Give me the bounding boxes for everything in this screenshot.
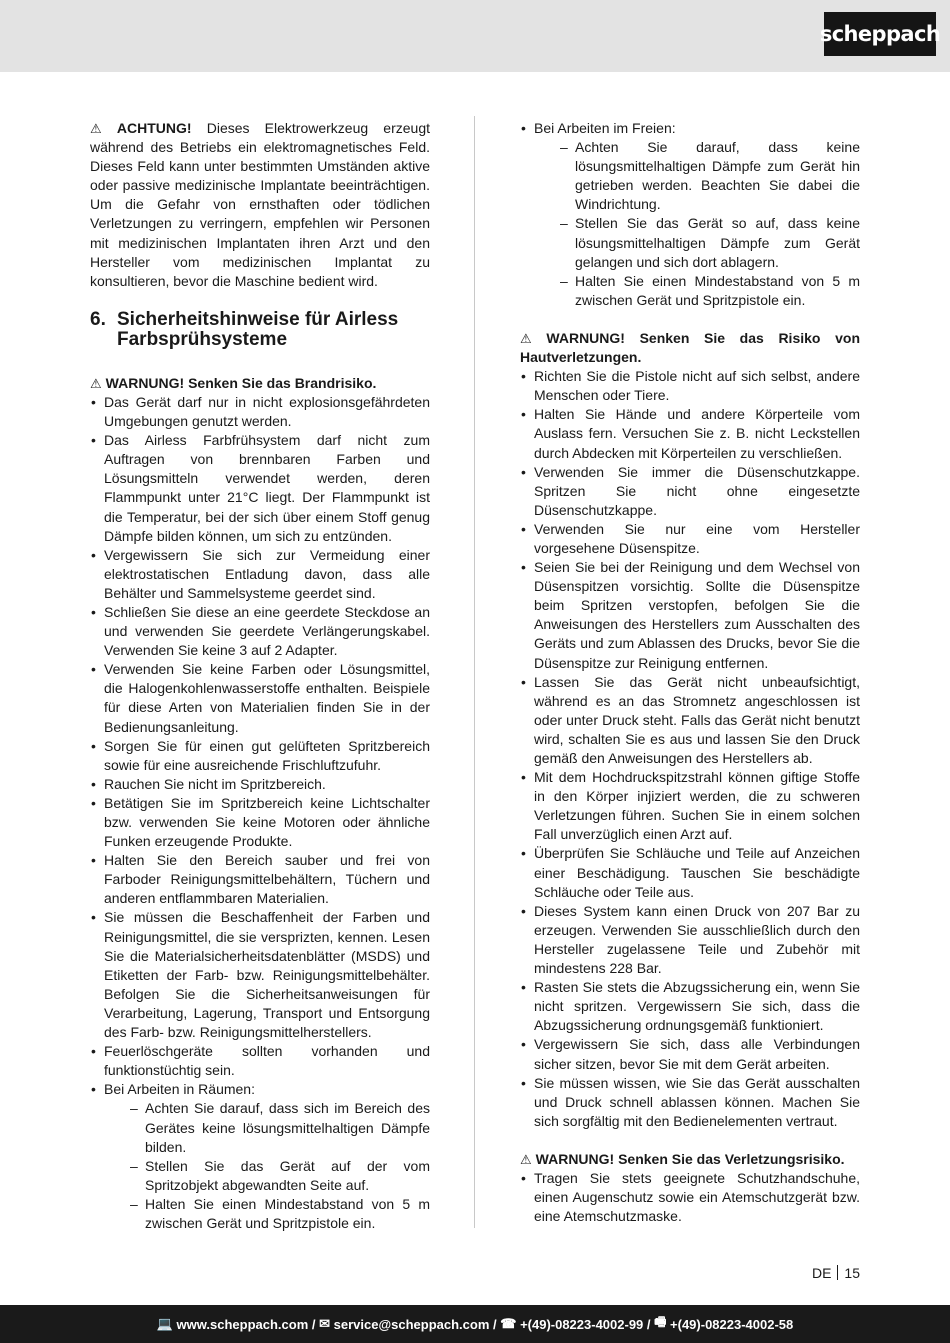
- list-item: • Bei Arbeiten in Räumen: – Achten Sie darauf, dass sich im Bereich des Gerätes keine lösungsmittelhaltigen Dämpfe bilden. – Stellen Sie das Gerät auf der vom Spritzobjekt abgewandten Seite auf. – Halten Sie einen Mindestabstand von 5 m zwischen Gerät und Spritzpistole ein.: [90, 1080, 430, 1233]
- fax-icon: 🖷: [654, 1314, 671, 1329]
- section-heading: [90, 310, 430, 350]
- phone-icon: ☎: [500, 1316, 521, 1331]
- computer-icon: 💻: [156, 1316, 177, 1331]
- list-item: • Sorgen Sie für einen gut gelüfteten Spritzbereich sowie für eine ausreichende Frischluftzufuhr.: [90, 737, 430, 775]
- list-item: • Betätigen Sie im Spritzbereich keine Lichtschalter bzw. verwenden Sie keine Motoren oder ähnliche Funken erzeugende Produkte.: [90, 794, 430, 851]
- sub-list-item: – Halten Sie einen Mindestabstand von 5 m zwischen Gerät und Spritzpistole ein.: [534, 272, 860, 310]
- list-item: • Verwenden Sie keine Farben oder Lösungsmittel, die Halogenkohlenwasserstoffe enthalten. Beispiele für diese Arten von Materialien finden Sie in der Bedienungsanleitung.: [90, 660, 430, 736]
- warning-icon: ⚠: [90, 375, 102, 391]
- footer-bar: 💻 www.scheppach.com / ✉ service@scheppach.com / ☎ +(49)-08223-4002-99 / 🖷 +(49)-08223-4002-58: [0, 1305, 950, 1343]
- column-divider: [474, 116, 475, 1228]
- list-item: • Mit dem Hochdruckspitzstrahl können giftige Stoffe in den Körper injiziert werden, die zu schweren Verletzungen führen. Suchen Sie in einem solchen Fall unverzüglich einen Arzt auf.: [520, 768, 860, 844]
- sub-list-item: – Stellen Sie das Gerät auf der vom Spritzobjekt abgewandten Seite auf.: [104, 1157, 430, 1195]
- warning-icon: ⚠: [90, 121, 113, 136]
- page-number: [812, 1265, 860, 1281]
- fire-warning-heading: ⚠ WARNUNG! Senken Sie das Brandrisiko.: [90, 374, 377, 391]
- list-item: • Feuerlöschgeräte sollten vorhanden und funktionstüchtig sein.: [90, 1042, 430, 1080]
- list-item: • Rasten Sie stets die Abzugssicherung ein, wenn Sie nicht spritzen. Vergewissern Sie sich, dass die Abzugssicherung ordnungsgemäß funktioniert.: [520, 978, 860, 1035]
- fax-number: +(49)-08223-4002-58: [670, 1316, 794, 1332]
- injury-warning-heading: ⚠ WARNUNG! Senken Sie das Verletzungsrisiko.: [520, 1150, 845, 1167]
- list-item: • Überprüfen Sie Schläuche und Teile auf Anzeichen einer Beschädigung. Tauschen Sie beschädigte Schläuche oder Teile aus.: [520, 844, 860, 901]
- list-item: • Rauchen Sie nicht im Spritzbereich.: [90, 775, 430, 794]
- list-item: • Verwenden Sie immer die Düsenschutzkappe. Spritzen Sie nicht ohne eingesetzte Düsenschutzkappe.: [520, 463, 860, 520]
- email-link[interactable]: service@scheppach.com: [333, 1316, 490, 1332]
- list-item: • Schließen Sie diese an eine geerdete Steckdose an und verwenden Sie geerdete Verlängerungskabel. Verwenden Sie keine 3 auf 2 Adapter.: [90, 603, 430, 660]
- list-item: • Lassen Sie das Gerät nicht unbeaufsichtigt, während es an das Stromnetz angeschlossen ist oder unter Druck steht. Falls das Gerät nicht benutzt wird, schalten Sie es aus und lassen Sie den Druck gemäß den Anweisungen des Herstellers ab.: [520, 673, 860, 768]
- section-number: 6.: [90, 308, 106, 330]
- list-item: • Tragen Sie stets geeignete Schutzhandschuhe, einen Augenschutz sowie ein Atemschutzgerät bzw. eine Atemschutzmaske.: [520, 1169, 860, 1226]
- header-bar: [0, 0, 950, 72]
- sub-list-item: – Stellen Sie das Gerät so auf, dass keine lösungsmittelhaltigen Dämpfe zum Gerät gelangen und sich dort ablagern.: [534, 214, 860, 271]
- list-item: • Richten Sie die Pistole nicht auf sich selbst, andere Menschen oder Tiere.: [520, 367, 860, 405]
- website-link[interactable]: www.scheppach.com: [176, 1316, 309, 1332]
- injury-risk-list: [520, 1169, 860, 1226]
- left-column: [90, 119, 430, 1233]
- scheppach-logo[interactable]: scheppach: [824, 12, 936, 56]
- sub-list-item: – Achten Sie darauf, dass keine lösungsmittelhaltigen Dämpfe zum Gerät hin getrieben werden. Beachten Sie dabei die Windrichtung.: [534, 138, 860, 214]
- sub-list-item: – Halten Sie einen Mindestabstand von 5 m zwischen Gerät und Spritzpistole ein.: [104, 1195, 430, 1233]
- list-item: • Bei Arbeiten im Freien: – Achten Sie darauf, dass keine lösungsmittelhaltigen Dämpfe zum Gerät hin getrieben werden. Beachten Sie dabei die Windrichtung. – Stellen Sie das Gerät so auf, dass keine lösungsmittelhaltigen Dämpfe zum Gerät gelangen und sich dort ablagern. – Halten Sie einen Mindestabstand von 5 m zwischen Gerät und Spritzpistole ein.: [520, 119, 860, 310]
- list-item: • Halten Sie den Bereich sauber und frei von Farboder Reinigungsmittelbehältern, Tüchern und anderen entflammbaren Materialien.: [90, 851, 430, 908]
- emf-warning-text: Dieses Elektrowerkzeug erzeugt während des Betriebs ein elektromagnetisches Feld. Dieses Feld kann unter bestimmten Umständen aktive oder passive medizinische Implantate beeinträchtigen. Um die Gefahr von ernsthaften oder tödlichen Verletzungen zu verringern, empfehlen wir Personen mit medizinischen Implantaten ihren Arzt und den Hersteller vom medizinischen Implantat zu konsultieren, bevor die Maschine bedient wird.: [90, 120, 430, 289]
- emf-warning-label: ACHTUNG!: [116, 120, 192, 136]
- list-item: • Vergewissern Sie sich zur Vermeidung einer elektrostatischen Entladung davon, dass alle Behälter und Sammelsysteme geerdet sind.: [90, 546, 430, 603]
- list-item: • Vergewissern Sie sich, dass alle Verbindungen sicher sitzen, bevor Sie mit dem Gerät arbeiten.: [520, 1035, 860, 1073]
- fire-risk-list: [90, 393, 430, 1233]
- list-item: • Das Airless Farbfrühsystem darf nicht zum Auftragen von brennbaren Farben und Lösungsmitteln verwendet werden, deren Flammpunkt unter 21°C liegt. Der Flammpunkt ist die Temperatur, bei der sich über einem Stoff genug Dämpfe bilden können, um sich zu entzünden.: [90, 431, 430, 546]
- emf-warning: [90, 119, 430, 291]
- warning-icon: ⚠: [520, 1151, 532, 1167]
- email-icon: ✉: [319, 1316, 334, 1331]
- sub-list-item: – Achten Sie darauf, dass sich im Bereich des Gerätes keine lösungsmittelhaltigen Dämpfe bilden.: [104, 1099, 430, 1156]
- list-item: • Sie müssen die Beschaffenheit der Farben und Reinigungsmittel, die sie versprizten, kennen. Lesen Sie die Materialsicherheitsdatenblätter (MSDS) und Etiketten der Farb- bzw. Reinigungsmittelbehälter. Befolgen Sie die Sicherheitsanweisungen für Verarbeitung, Lagerung, Transport und Entsorgung des Farb- bzw. Reinigungsmittelherstellers.: [90, 908, 430, 1042]
- right-column: [520, 119, 860, 1226]
- list-item: • Sie müssen wissen, wie Sie das Gerät ausschalten und Druck schnell ablassen können. Machen Sie sich sorgfältig mit den Bedienelementen vertraut.: [520, 1074, 860, 1131]
- warning-icon: ⚠: [520, 330, 543, 346]
- list-item: • Dieses System kann einen Druck von 207 Bar zu erzeugen. Verwenden Sie ausschließlich durch den Hersteller zugelassene Teile und Zubehör mit mindestens 228 Bar.: [520, 902, 860, 978]
- page-number-value: 15: [844, 1265, 860, 1281]
- section-title: Sicherheitshinweise für Airless Farbsprühsysteme: [117, 308, 399, 350]
- outdoor-list: [520, 119, 860, 310]
- skin-warning-heading: ⚠ WARNUNG! Senken Sie das Risiko von Hautverletzungen.: [520, 329, 860, 366]
- indoor-sublist: [104, 1099, 430, 1233]
- page-number-separator: [837, 1265, 838, 1280]
- list-item: • Verwenden Sie nur eine vom Hersteller vorgesehene Düsenspitze.: [520, 520, 860, 558]
- phone-number[interactable]: +(49)-08223-4002-99: [520, 1316, 644, 1332]
- list-item: • Halten Sie Hände und andere Körperteile vom Auslass fern. Versuchen Sie z. B. nicht Leckstellen durch Abdecken mit Körperteilen zu verschließen.: [520, 405, 860, 462]
- skin-risk-list: [520, 367, 860, 1131]
- outdoor-sublist: [534, 138, 860, 310]
- language-code: DE: [811, 1265, 832, 1281]
- list-item: • Seien Sie bei der Reinigung und dem Wechsel von Düsenspitzen vorsichtig. Sollte die Düsenspitze beim Spritzen verstopfen, befolgen Sie die Anweisungen des Herstellers zum Ausschalten des Geräts und zum Ablassen des Drucks, bevor Sie die Düsenspitze zur Reinigung entfernen.: [520, 558, 860, 673]
- list-item: • Das Gerät darf nur in nicht explosionsgefährdeten Umgebungen genutzt werden.: [90, 393, 430, 431]
